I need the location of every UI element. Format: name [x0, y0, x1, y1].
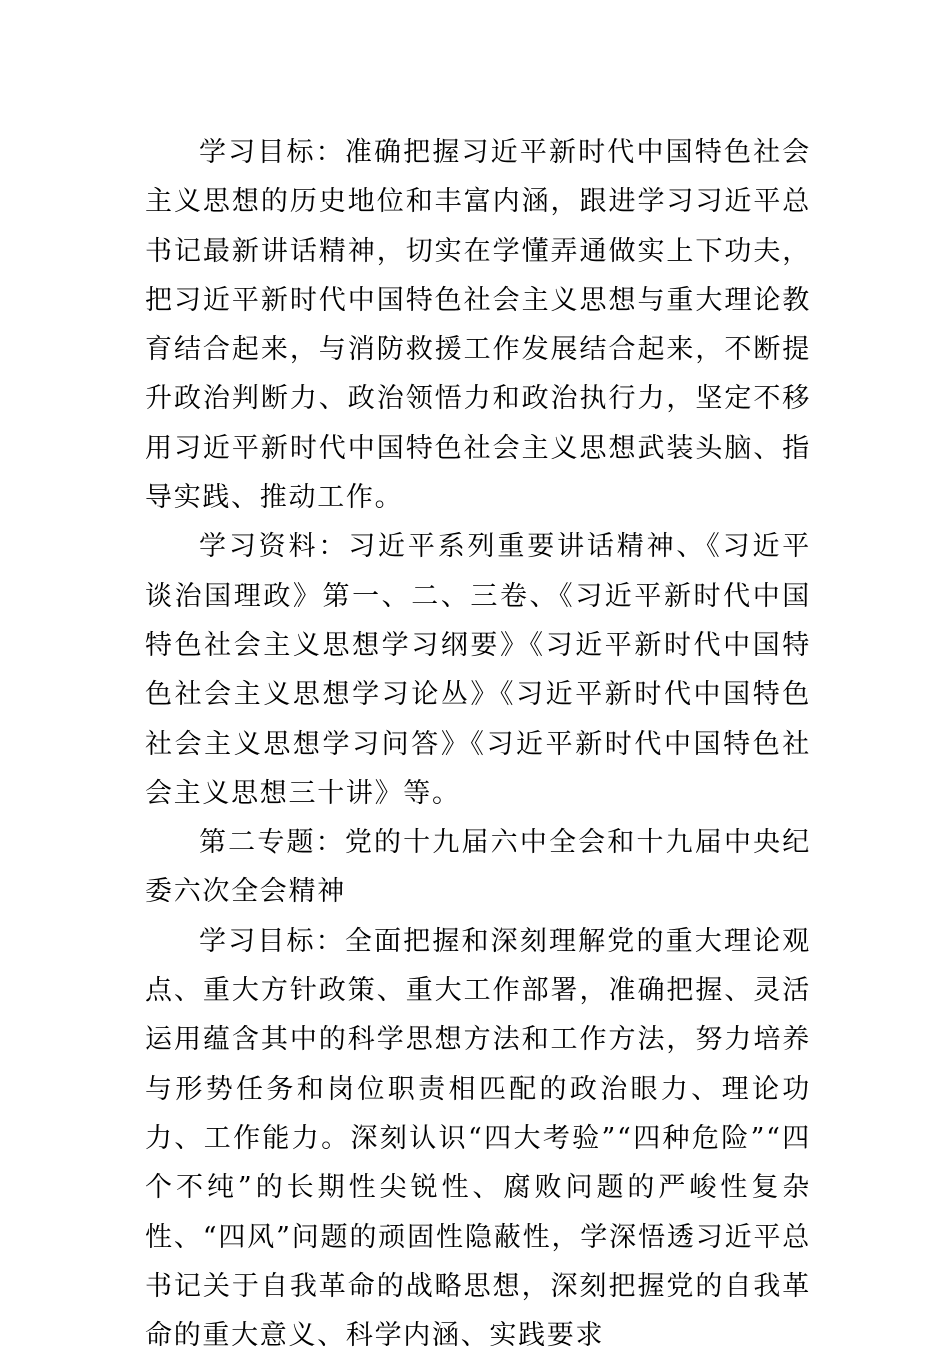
paragraph-learning-materials: 学习资料：习近平系列重要讲话精神、《习近平谈治国理政》第一、二、三卷、《习近平新时代中国特色社会主义思想学习纲要》《习近平新时代中国特色社会主义思想学习论丛》《习近平新时代中国特色社会主义思想学习问答》《习近平新时代中国特色社会主义思想三十讲》等。	[145, 531, 811, 809]
paragraph-topic-two-heading: 第二专题：党的十九届六中全会和十九届中央纪委六次全会精神	[145, 827, 811, 908]
document-body	[145, 128, 811, 1360]
paragraph-learning-goal-1: 学习目标：准确把握习近平新时代中国特色社会主义思想的历史地位和丰富内涵，跟进学习习近平总书记最新讲话精神，切实在学懂弄通做实上下功夫，把习近平新时代中国特色社会主义思想与重大理论教育结合起来，与消防救援工作发展结合起来，不断提升政治判断力、政治领悟力和政治执行力，坚定不移用习近平新时代中国特色社会主义思想武装头脑、指导实践、推动工作。	[145, 137, 811, 514]
paragraph-learning-goal-2: 学习目标：全面把握和深刻理解党的重大理论观点、重大方针政策、重大工作部署，准确把握、灵活运用蕴含其中的科学思想方法和工作方法，努力培养与形势任务和岗位职责相匹配的政治眼力、理论功力、工作能力。深刻认识“四大考验”“四种危险”“四个不纯”的长期性尖锐性、腐败问题的严峻性复杂性、“四风”问题的顽固性隐蔽性，学深悟透习近平总书记关于自我革命的战略思想，深刻把握党的自我革命的重大意义、科学内涵、实践要求	[145, 925, 811, 1352]
